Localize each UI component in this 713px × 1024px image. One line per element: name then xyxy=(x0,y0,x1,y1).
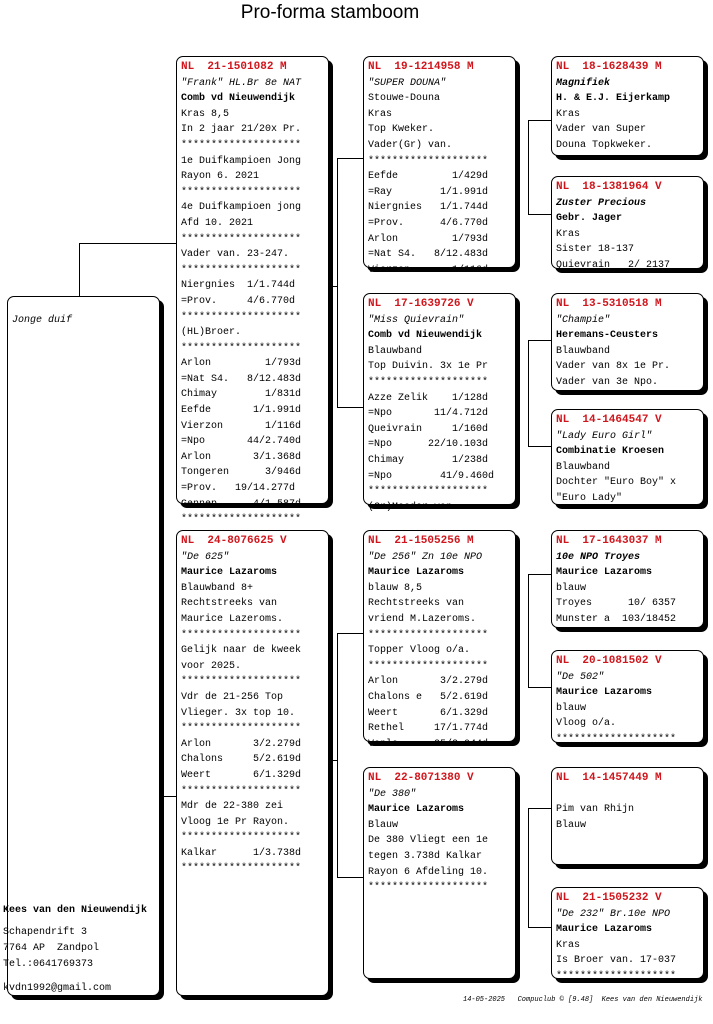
owner-name: Maurice Lazaroms xyxy=(556,687,653,699)
info-line: Vlieger. 3x top 10. xyxy=(181,707,296,719)
info-line: ******************** xyxy=(368,486,489,498)
info-line: ******************** xyxy=(181,186,302,198)
connector-line xyxy=(528,687,551,688)
owner-name: Stouwe-Douna xyxy=(368,93,441,105)
pigeon-name: "Frank" HL.Br 8e NAT xyxy=(181,77,302,89)
info-line: =Nat S4. 8/12.483d xyxy=(181,373,302,385)
pedigree-card xyxy=(551,767,704,865)
info-line: Weert 6/1.329d xyxy=(181,769,302,781)
ring-number: NL 13-5310518 M xyxy=(556,298,662,310)
ring-number: NL 21-1505256 M xyxy=(368,535,474,547)
info-line: Weert 6/1.329d xyxy=(368,707,489,719)
info-line: De 380 Vliegt een 1e xyxy=(368,835,489,847)
info-line: Arlon 3/2.279d xyxy=(368,676,489,688)
pedigree-card xyxy=(551,56,704,156)
owner-name: Maurice Lazaroms xyxy=(181,567,278,579)
pigeon-name: "De 232" Br.10e NPO xyxy=(556,908,671,920)
info-line: =Prov. 4/6.770d xyxy=(368,217,489,229)
info-line: Arlon 1/793d xyxy=(181,358,302,370)
info-line: Arlon 3/1.368d xyxy=(181,451,302,463)
info-line: tegen 3.738d Kalkar xyxy=(368,850,483,862)
pigeon-name: "Lady Euro Girl" xyxy=(556,430,653,442)
connector-line xyxy=(337,158,338,408)
info-line: =Npo 41/9.460d xyxy=(368,470,495,482)
connector-line xyxy=(337,407,363,408)
connector-line xyxy=(528,446,551,447)
ring-number: NL 14-1457449 M xyxy=(556,772,662,784)
info-line: ******************** xyxy=(181,264,302,276)
info-line: blauw 8,5 xyxy=(368,582,423,594)
info-line: voor 2025. xyxy=(181,660,242,672)
info-line: =Npo 44/2.740d xyxy=(181,436,302,448)
pigeon-name: "Champie" xyxy=(556,314,611,326)
owner-name: Maurice Lazaroms xyxy=(368,567,465,579)
connector-line xyxy=(528,340,529,447)
info-line: Kras 8,5 xyxy=(181,108,230,120)
connector-line xyxy=(528,808,529,928)
connector-line xyxy=(528,340,551,341)
subject-card xyxy=(7,296,160,996)
info-line: Gennep 4/1.587d xyxy=(181,498,302,510)
breeder-name: Kees van den Nieuwendijk xyxy=(3,905,148,916)
info-line: Sister 18-137 xyxy=(556,244,635,256)
owner-name: H. & E.J. Eijerkamp xyxy=(556,93,671,105)
info-line: Vader van. 23-247. xyxy=(181,249,290,261)
pedigree-card xyxy=(363,56,516,276)
info-line: Maurice Lazeroms. xyxy=(181,613,284,625)
info-line: Top Kweker. xyxy=(368,124,435,136)
info-line: Vader van Super xyxy=(556,124,647,136)
info-line: Blauwband xyxy=(556,461,611,473)
info-line: blauw xyxy=(556,702,587,714)
info-line: Vloog 1e Pr Rayon. xyxy=(181,816,290,828)
breeder-info xyxy=(3,903,147,973)
info-line: Kras xyxy=(556,939,581,951)
info-line: Blauw xyxy=(368,819,399,831)
info-line: Munster a 103/18452 xyxy=(556,613,677,625)
info-line: ******************** xyxy=(181,723,302,735)
info-line: ******************** xyxy=(181,785,302,797)
owner-name: Comb vd Nieuwendijk xyxy=(368,330,483,342)
ring-number: NL 21-1505232 V xyxy=(556,892,662,904)
pigeon-name: "De 380" xyxy=(368,788,417,800)
pigeon-name: "Miss Quievrain" xyxy=(368,314,465,326)
info-line: ******************** xyxy=(556,970,677,982)
breeder-email[interactable]: kvdn1992@gmail.com xyxy=(3,983,112,994)
info-line: vriend M.Lazeroms. xyxy=(368,613,477,625)
info-line: Azze Zelik 1/128d xyxy=(368,392,489,404)
info-line: Tongeren 3/946d xyxy=(181,467,302,479)
owner-name: Combinatie Kroesen xyxy=(556,446,665,458)
info-line: Chimay 1/831d xyxy=(181,389,302,401)
owner-name: Pim van Rhijn xyxy=(556,804,635,816)
info-line: Dochter "Euro Boy" x xyxy=(556,477,677,489)
connector-line xyxy=(337,633,363,634)
footer-text: 14-05-2025 Compuclub © [9.48] Kees van den Nieuwendijk xyxy=(463,996,703,1004)
info-line: =Ray 1/1.991d xyxy=(368,186,489,198)
info-line: Chimay 1/238d xyxy=(368,454,489,466)
page-title: Pro-forma stamboom xyxy=(240,2,420,23)
info-line: Vierzon 1/116d xyxy=(181,420,302,432)
info-line: Quievrain 2/ 2137 xyxy=(556,259,671,271)
info-line: =Npo 11/4.712d xyxy=(368,408,489,420)
connector-line xyxy=(528,120,529,215)
info-line: Mdr de 22-380 zei xyxy=(181,801,284,813)
info-line: In 2 jaar 21/20x Pr. xyxy=(181,124,302,136)
pedigree-card xyxy=(363,530,516,750)
info-line: Douna Topkweker. xyxy=(556,139,653,151)
info-line: Arlon 3/2.279d xyxy=(181,738,302,750)
connector-line xyxy=(328,760,338,761)
info-line: Vierzon 1/116d xyxy=(368,264,489,276)
info-line: Rayon 6. 2021 xyxy=(181,171,260,183)
info-line: ******************** xyxy=(181,311,302,323)
info-line: ******************** xyxy=(368,376,489,388)
pigeon-name xyxy=(556,787,699,803)
info-line: ******************** xyxy=(181,514,302,526)
info-line: Blauwband 8+ xyxy=(181,582,254,594)
info-line: Vader(Gr) van. xyxy=(368,139,453,151)
info-line: Chalons 5/2.619d xyxy=(181,754,302,766)
info-line: Troyes 10/ 6357 xyxy=(556,598,677,610)
pedigree-card xyxy=(551,887,704,982)
ring-number: NL 20-1081502 V xyxy=(556,655,662,667)
owner-name: Gebr. Jager xyxy=(556,213,623,225)
pigeon-name: "De 256" Zn 10e NPO xyxy=(368,551,483,563)
connector-line xyxy=(528,120,551,121)
info-line: =Prov. 19/14.277d xyxy=(181,483,296,495)
owner-name: Comb vd Nieuwendijk xyxy=(181,93,296,105)
pigeon-name: "SUPER DOUNA" xyxy=(368,77,447,89)
info-line: Eefde 1/1.991d xyxy=(181,405,302,417)
info-line: ******************** xyxy=(368,882,489,894)
owner-name: Heremans-Ceusters xyxy=(556,330,659,342)
info-line: Niergnies 1/1.744d xyxy=(368,202,489,214)
connector-line xyxy=(528,214,551,215)
info-line: ******************** xyxy=(181,233,302,245)
connector-line xyxy=(528,808,551,809)
info-line: Kalkar 1/3.738d xyxy=(181,847,302,859)
info-line: Rayon 6 Afdeling 10. xyxy=(368,866,489,878)
info-line: Rechtstreeks van xyxy=(368,598,465,610)
info-line: Vloog o/a. xyxy=(556,718,617,730)
info-line: ******************** xyxy=(556,733,677,745)
owner-name: Maurice Lazaroms xyxy=(368,804,465,816)
ring-number: NL 17-1643037 M xyxy=(556,535,662,547)
info-line: Gelijk naar de kweek xyxy=(181,645,302,657)
info-line: (Gr)Moeder van. xyxy=(368,501,459,513)
pigeon-name: Magnifiek xyxy=(556,77,611,89)
connector-line xyxy=(528,574,551,575)
info-line: =Nat S4. 8/12.483d xyxy=(368,249,489,261)
ring-number: NL 22-8071380 V xyxy=(368,772,474,784)
info-line: Topper Vloog o/a. xyxy=(368,645,471,657)
pedigree-card xyxy=(551,409,704,505)
breeder-phone: Tel.:0641769373 xyxy=(3,959,94,970)
subject-label: Jonge duif xyxy=(12,315,73,326)
pedigree-card xyxy=(551,530,704,628)
info-line: =Npo 22/10.103d xyxy=(368,439,489,451)
info-line: Eefde 1/429d xyxy=(368,171,489,183)
ring-number: NL 17-1639726 V xyxy=(368,298,474,310)
info-line: blauw xyxy=(556,582,587,594)
info-line: Kras xyxy=(556,108,581,120)
pedigree-card xyxy=(551,293,704,391)
pedigree-card xyxy=(551,176,704,269)
ring-number: NL 14-1464547 V xyxy=(556,414,662,426)
info-line: Is Broer van. 17-037 xyxy=(556,955,677,967)
info-line: ******************** xyxy=(368,629,489,641)
info-line: (HL)Broer. xyxy=(181,327,242,339)
connector-line xyxy=(328,286,338,287)
pedigree-card xyxy=(176,56,329,526)
info-line: Chalons e 5/2.619d xyxy=(368,691,489,703)
info-line: "Euro Lady" xyxy=(556,492,623,504)
info-line: ******************** xyxy=(368,155,489,167)
info-line: ******************** xyxy=(181,863,302,875)
pedigree-card xyxy=(551,650,704,743)
owner-name: Maurice Lazaroms xyxy=(556,567,653,579)
info-line: ******************** xyxy=(181,342,302,354)
connector-line xyxy=(337,158,363,159)
ring-number: NL 21-1501082 M xyxy=(181,61,287,73)
info-line: 4e Duifkampioen jong xyxy=(181,202,302,214)
info-line: ******************** xyxy=(181,676,302,688)
owner-name: Maurice Lazaroms xyxy=(556,924,653,936)
connector-line xyxy=(79,243,177,244)
info-line: Kras xyxy=(368,108,393,120)
connector-line xyxy=(528,927,551,928)
pigeon-name: "De 502" xyxy=(556,671,605,683)
info-line: 1e Duifkampioen Jong xyxy=(181,155,302,167)
ring-number: NL 19-1214958 M xyxy=(368,61,474,73)
info-line: Kras xyxy=(556,228,581,240)
pedigree-card xyxy=(176,530,329,996)
connector-line xyxy=(337,877,363,878)
ring-number: NL 24-8076625 V xyxy=(181,535,287,547)
connector-line xyxy=(528,574,529,688)
pedigree-card xyxy=(363,767,516,979)
info-line: Queivrain 1/160d xyxy=(368,423,489,435)
info-line: Blauw xyxy=(556,819,587,831)
info-line: Niergnies 1/1.744d xyxy=(181,280,296,292)
info-line: Venlo 25/2.044d xyxy=(368,738,489,750)
info-line: Blauwband xyxy=(368,345,423,357)
breeder-city: 7764 AP Zandpol xyxy=(3,943,100,954)
pigeon-name: Zuster Precious xyxy=(556,197,647,209)
info-line: ******************** xyxy=(181,139,302,151)
ring-number: NL 18-1381964 V xyxy=(556,181,662,193)
info-line: ******************** xyxy=(181,629,302,641)
ring-number: NL 18-1628439 M xyxy=(556,61,662,73)
pigeon-name: 10e NPO Troyes xyxy=(556,551,641,563)
breeder-street: Schapendrift 3 xyxy=(3,927,88,938)
connector-line xyxy=(337,633,338,878)
info-line: Top Duivin. 3x 1e Pr xyxy=(368,361,489,373)
info-line: ******************** xyxy=(181,832,302,844)
info-line: Vader van 8x 1e Pr. xyxy=(556,361,671,373)
info-line: Rechtstreeks van xyxy=(181,598,278,610)
info-line: Vdr de 21-256 Top xyxy=(181,691,284,703)
info-line: Vader van 3e Npo. xyxy=(556,376,659,388)
info-line: =Prov. 4/6.770d xyxy=(181,295,296,307)
info-line: Rethel 17/1.774d xyxy=(368,723,489,735)
info-line: Blauwband xyxy=(556,345,611,357)
info-line: ******************** xyxy=(368,660,489,672)
info-line: Arlon 1/793d xyxy=(368,233,489,245)
info-line: Afd 10. 2021 xyxy=(181,217,254,229)
pigeon-name: "De 625" xyxy=(181,551,230,563)
pedigree-card xyxy=(363,293,516,513)
